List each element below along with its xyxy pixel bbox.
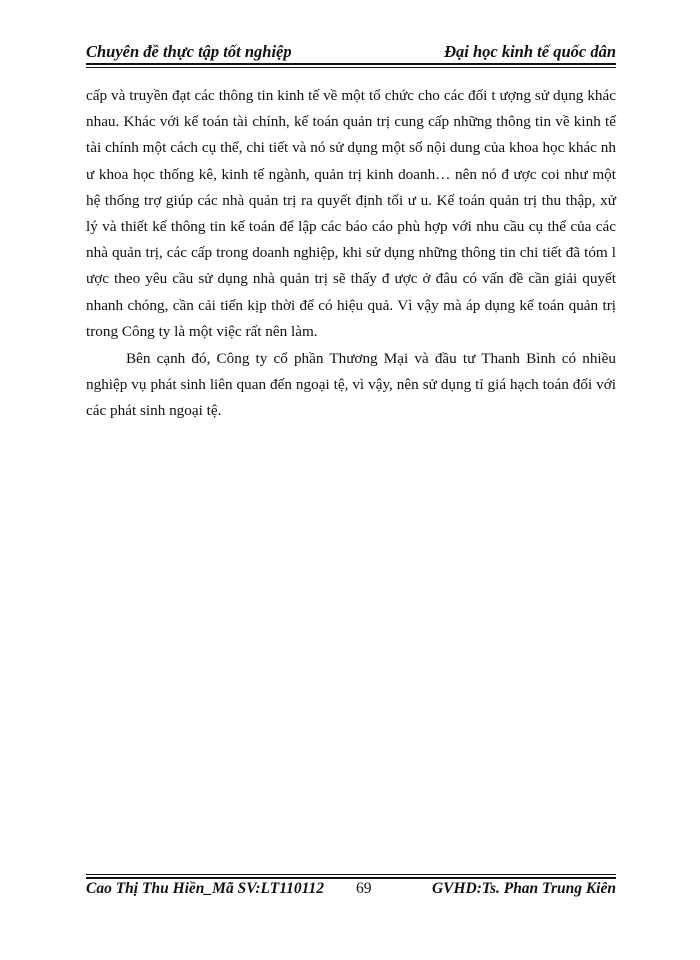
page-footer <box>86 880 616 902</box>
footer-page-number: 69 <box>356 880 372 897</box>
body-paragraph-2: Bên cạnh đó, Công ty cổ phần Thương Mại và đầu tư Thanh Bình có nhiều nghiệp vụ phát sinh liên quan đến ngoại tệ, vì vậy, nên sử dụng tỉ giá hạch toán đối với các phát sinh ngoại tệ. <box>86 350 616 420</box>
footer-author: Cao Thị Thu Hiền_Mã SV:LT110112 <box>86 880 325 897</box>
footer-rule-thick <box>86 877 616 879</box>
document-body <box>86 83 616 425</box>
footer-rule-thin <box>86 874 616 875</box>
header-university-name: Đại học kinh tế quốc dân <box>444 42 616 61</box>
header-report-title: Chuyên đề thực tập tốt nghiệp <box>86 42 292 61</box>
body-paragraph-1: cấp và truyền đạt các thông tin kinh tế về một tổ chức cho các đối t ượng sử dụng khác nhau. Khác với kế toán tài chính, kế toán quản trị cung cấp những thông tin về kinh tế tài chính một cách cụ thể, chi tiết và nó sử dụng một số nội dung của khoa học khác nh ư khoa học thống kê, kinh tế ngành, quản trị kinh doanh… nên nó đ ược coi như một hệ thống trợ giúp các nhà quản trị ra quyết định tối ư u. Kế toán quản trị thu thập, xử lý và thiết kế thông tin kế toán để lập các báo cáo phù hợp với nhu cầu cụ thể của các nhà quản trị, các cấp trong doanh nghiệp, khi sử dụng những thông tin chi tiết đã tóm l ược theo yêu cầu sử dụng nhà quản trị sẽ thấy đ ược ở đâu có vấn đề cần giải quyết nhanh chóng, cần cải tiến kịp thời để có hiệu quả. Vì vậy mà áp dụng kế toán quản trị trong Công ty là một việc rất nên làm. <box>86 87 616 340</box>
page-header <box>86 40 616 64</box>
header-rule-thick <box>86 63 616 65</box>
footer-advisor: GVHD:Ts. Phan Trung Kiên <box>431 880 616 897</box>
header-rule-thin <box>86 67 616 68</box>
